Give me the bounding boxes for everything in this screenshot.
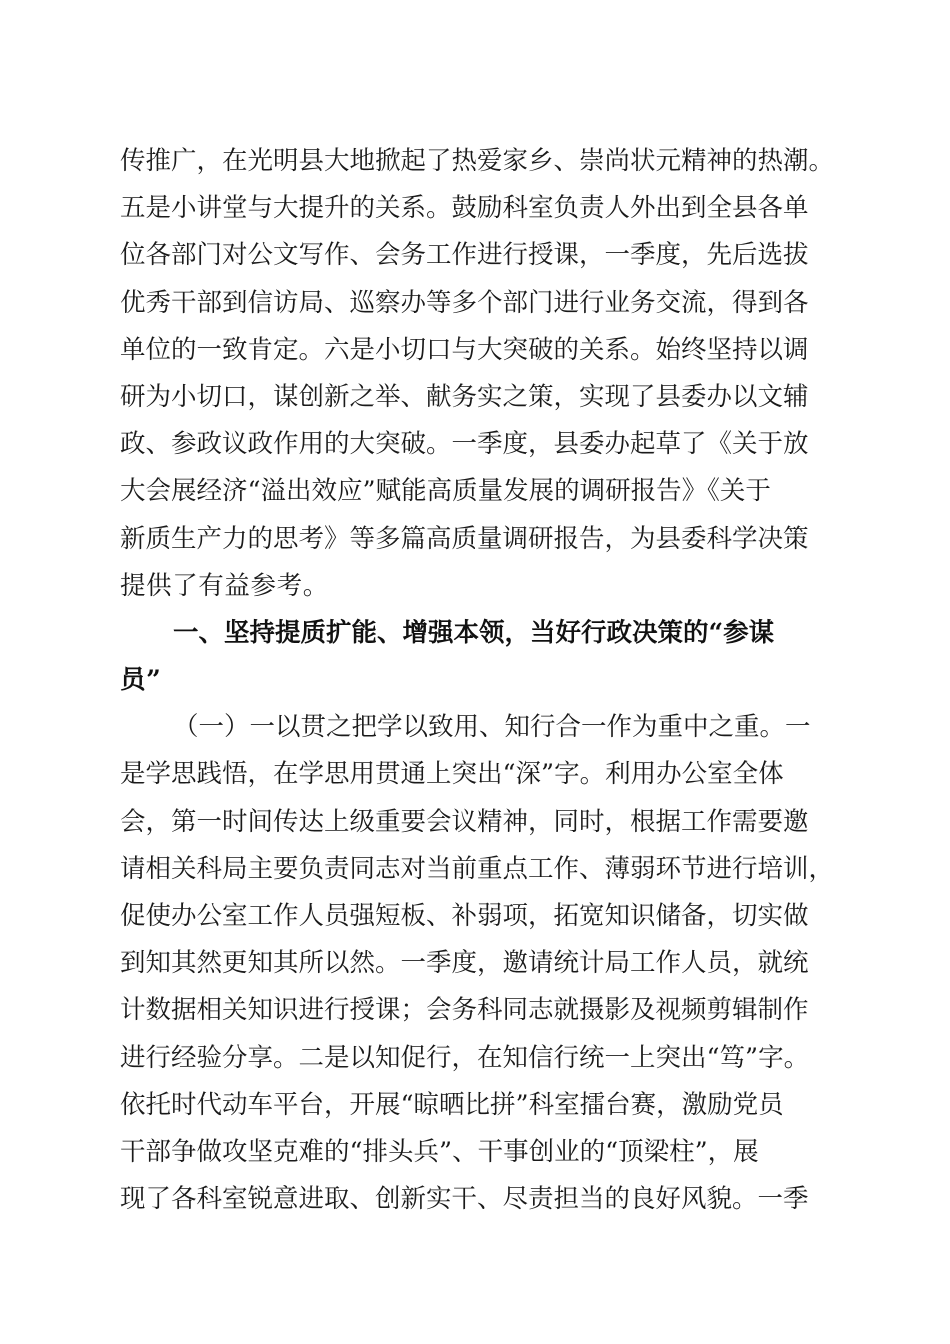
body-text-line: 到知其然更知其所以然。一季度，邀请统计局工作人员，就统 [120,948,809,979]
body-text-line: 干部争做攻坚克难的“排头兵”、干事创业的“顶梁柱”，展 [120,1136,759,1167]
body-text-line: 传推广，在光明县大地掀起了热爱家乡、崇尚状元精神的热潮。 [120,146,835,176]
body-text-line: 促使办公室工作人员强短板、补弱项，拓宽知识储备，切实做 [120,901,809,931]
body-text-line: 位各部门对公文写作、会务工作进行授课，一季度，先后选拔 [120,240,809,271]
body-text-line: 政、参政议政作用的大突破。一季度，县委办起草了《关于放 [120,429,809,460]
body-text-line: 提供了有益参考。 [120,570,329,601]
body-text-line: 是学思践悟，在学思用贯通上突出“深”字。利用办公室全体 [120,759,784,790]
body-text-line: 优秀干部到信访局、巡察办等多个部门进行业务交流，得到各 [120,287,809,318]
body-text-line: 现了各科室锐意进取、创新实干、尽责担当的良好风貌。一季 [120,1184,809,1215]
body-text-line: 计数据相关知识进行授课；会务科同志就摄影及视频剪辑制作 [120,995,809,1026]
section-heading-line: 一、坚持提质扩能、增强本领，当好行政决策的“参谋 [173,617,775,648]
body-text-line: 研为小切口，谋创新之举、献务实之策，实现了县委办以文辅 [120,381,809,412]
body-text-line: 新质生产力的思考》等多篇高质量调研报告，为县委科学决策 [120,523,809,554]
body-text-line: 进行经验分享。二是以知促行，在知信行统一上突出“笃”字。 [120,1042,810,1073]
document-body [120,138,835,1223]
body-text-line: 五是小讲堂与大提升的关系。鼓励科室负责人外出到全县各单 [120,193,809,224]
body-text-line: 单位的一致肯定。六是小切口与大突破的关系。始终坚持以调 [120,334,809,365]
body-text-line: 大会展经济“溢出效应”赋能高质量发展的调研报告》《关于 [120,476,771,507]
body-text-line: 依托时代动车平台，开展“晾晒比拼”科室擂台赛，激励党员 [120,1089,784,1120]
body-text-line: （一）一以贯之把学以致用、知行合一作为重中之重。一 [173,712,811,743]
body-text-line: 请相关科局主要负责同志对当前重点工作、薄弱环节进行培训， [120,853,835,884]
section-heading-line: 员” [120,665,162,696]
body-text-line: 会，第一时间传达上级重要会议精神，同时，根据工作需要邀 [120,806,809,837]
